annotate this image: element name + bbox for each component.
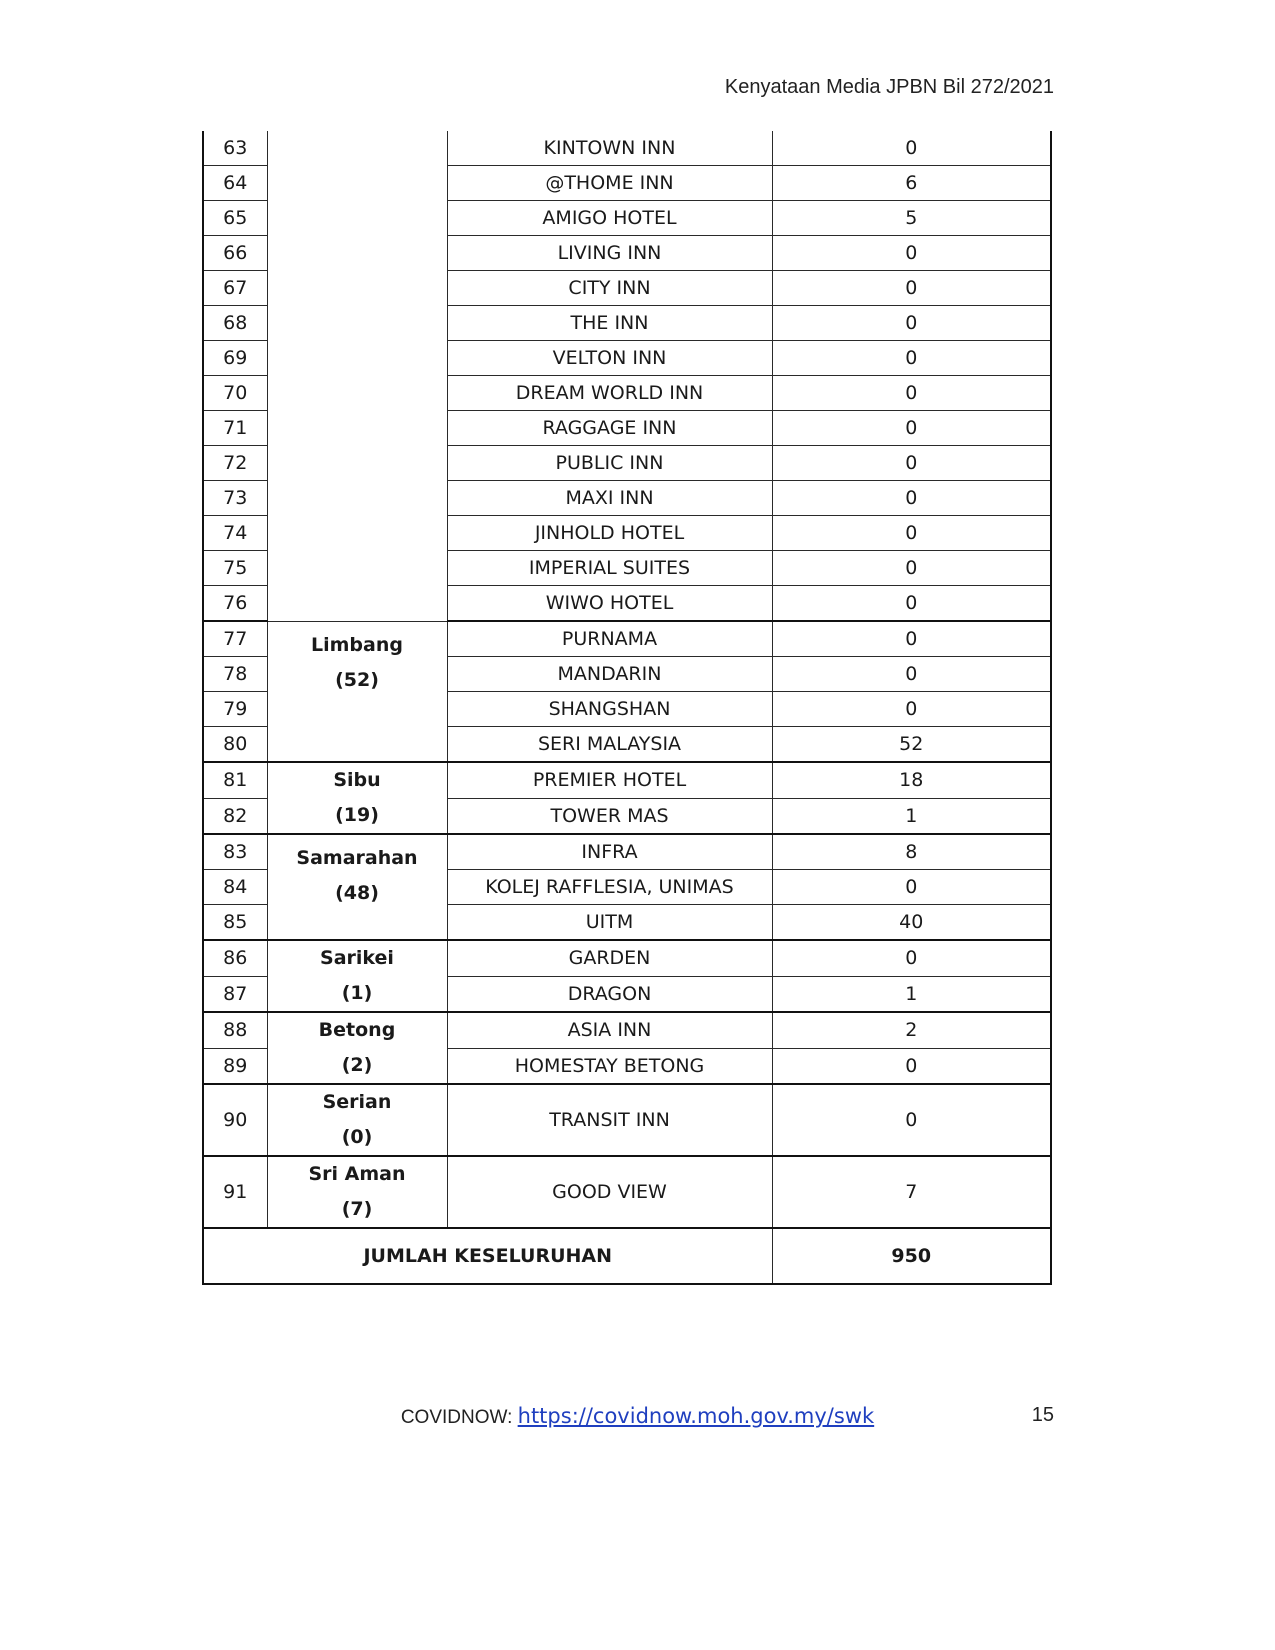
case-count: 0 xyxy=(772,271,1051,306)
row-number: 77 xyxy=(203,621,267,657)
row-number: 78 xyxy=(203,657,267,692)
case-count: 0 xyxy=(772,1048,1051,1084)
district-total: (19) xyxy=(335,804,379,826)
case-count: 2 xyxy=(772,1012,1051,1048)
hotel-name: PUBLIC INN xyxy=(447,446,772,481)
row-number: 76 xyxy=(203,586,267,622)
hotel-name: IMPERIAL SUITES xyxy=(447,551,772,586)
hotel-name: INFRA xyxy=(447,834,772,870)
row-number: 73 xyxy=(203,481,267,516)
grand-total-row xyxy=(203,1228,1051,1284)
hotel-name: MAXI INN xyxy=(447,481,772,516)
hotel-name: ASIA INN xyxy=(447,1012,772,1048)
hotel-name: LIVING INN xyxy=(447,236,772,271)
row-number: 84 xyxy=(203,870,267,905)
hotel-name: VELTON INN xyxy=(447,341,772,376)
hotel-name: JINHOLD HOTEL xyxy=(447,516,772,551)
hotel-name: UITM xyxy=(447,905,772,941)
row-number: 70 xyxy=(203,376,267,411)
district-total: (1) xyxy=(341,982,373,1004)
district-cell-serian xyxy=(267,1084,447,1156)
case-count: 0 xyxy=(772,621,1051,657)
table-row xyxy=(203,940,1051,976)
table-row xyxy=(203,131,1051,166)
case-count: 8 xyxy=(772,834,1051,870)
district-name: Sarikei xyxy=(320,947,394,969)
hotel-name: KOLEJ RAFFLESIA, UNIMAS xyxy=(447,870,772,905)
hotel-name: @THOME INN xyxy=(447,166,772,201)
hotel-name: AMIGO HOTEL xyxy=(447,201,772,236)
case-count: 5 xyxy=(772,201,1051,236)
quarantine-centres-table xyxy=(202,131,1052,1285)
row-number: 64 xyxy=(203,166,267,201)
footer-prefix: COVIDNOW: xyxy=(400,1407,518,1428)
grand-total-value: 950 xyxy=(772,1228,1051,1284)
district-cell-sarikei xyxy=(267,940,447,1012)
hotel-name: KINTOWN INN xyxy=(447,131,772,166)
hotel-name: SHANGSHAN xyxy=(447,692,772,727)
row-number: 65 xyxy=(203,201,267,236)
hotel-name: DRAGON xyxy=(447,976,772,1012)
footer xyxy=(0,1404,1275,1429)
case-count: 0 xyxy=(772,131,1051,166)
district-total: (52) xyxy=(335,668,379,691)
row-number: 80 xyxy=(203,727,267,763)
district-name: Sibu xyxy=(333,769,381,791)
district-total: (48) xyxy=(335,882,379,904)
table-row xyxy=(203,1156,1051,1228)
case-count: 0 xyxy=(772,940,1051,976)
district-cell-sri-aman xyxy=(267,1156,447,1228)
case-count: 0 xyxy=(772,341,1051,376)
district-name: Limbang xyxy=(311,633,403,656)
case-count: 0 xyxy=(772,692,1051,727)
district-cell-limbang xyxy=(267,621,447,762)
case-count: 0 xyxy=(772,657,1051,692)
case-count: 52 xyxy=(772,727,1051,763)
row-number: 68 xyxy=(203,306,267,341)
row-number: 81 xyxy=(203,762,267,798)
district-name: Betong xyxy=(318,1019,396,1041)
district-cell-samarahan xyxy=(267,834,447,940)
row-number: 71 xyxy=(203,411,267,446)
case-count: 0 xyxy=(772,411,1051,446)
district-cell-betong xyxy=(267,1012,447,1084)
table-row xyxy=(203,762,1051,798)
case-count: 0 xyxy=(772,306,1051,341)
district-name: Sri Aman xyxy=(308,1163,406,1185)
case-count: 0 xyxy=(772,586,1051,622)
district-cell-continued xyxy=(267,131,447,621)
hotel-name: TOWER MAS xyxy=(447,798,772,834)
case-count: 0 xyxy=(772,516,1051,551)
case-count: 1 xyxy=(772,798,1051,834)
district-total: (7) xyxy=(341,1198,373,1220)
case-count: 0 xyxy=(772,236,1051,271)
row-number: 87 xyxy=(203,976,267,1012)
row-number: 85 xyxy=(203,905,267,941)
hotel-name: MANDARIN xyxy=(447,657,772,692)
covidnow-link[interactable]: https://covidnow.moh.gov.my/swk xyxy=(517,1404,875,1428)
case-count: 0 xyxy=(772,870,1051,905)
document-reference: Kenyataan Media JPBN Bil 272/2021 xyxy=(724,76,1054,98)
case-count: 40 xyxy=(772,905,1051,941)
hotel-name: PREMIER HOTEL xyxy=(447,762,772,798)
hotel-name: PURNAMA xyxy=(447,621,772,657)
row-number: 74 xyxy=(203,516,267,551)
row-number: 66 xyxy=(203,236,267,271)
row-number: 69 xyxy=(203,341,267,376)
hotel-name: GARDEN xyxy=(447,940,772,976)
hotel-name: THE INN xyxy=(447,306,772,341)
grand-total-label: JUMLAH KESELURUHAN xyxy=(203,1228,772,1284)
page-number: 15 xyxy=(1031,1404,1054,1426)
hotel-name: HOMESTAY BETONG xyxy=(447,1048,772,1084)
hotel-name: TRANSIT INN xyxy=(447,1084,772,1156)
hotel-name: GOOD VIEW xyxy=(447,1156,772,1228)
hotel-name: WIWO HOTEL xyxy=(447,586,772,622)
district-total: (2) xyxy=(341,1054,373,1076)
row-number: 88 xyxy=(203,1012,267,1048)
case-count: 6 xyxy=(772,166,1051,201)
row-number: 91 xyxy=(203,1156,267,1228)
hotel-name: CITY INN xyxy=(447,271,772,306)
hotel-name: RAGGAGE INN xyxy=(447,411,772,446)
row-number: 72 xyxy=(203,446,267,481)
case-count: 0 xyxy=(772,376,1051,411)
case-count: 0 xyxy=(772,481,1051,516)
table-row xyxy=(203,1012,1051,1048)
case-count: 7 xyxy=(772,1156,1051,1228)
row-number: 63 xyxy=(203,131,267,166)
row-number: 86 xyxy=(203,940,267,976)
table-row xyxy=(203,834,1051,870)
row-number: 75 xyxy=(203,551,267,586)
district-cell-sibu xyxy=(267,762,447,834)
hotel-name: SERI MALAYSIA xyxy=(447,727,772,763)
case-count: 0 xyxy=(772,551,1051,586)
row-number: 89 xyxy=(203,1048,267,1084)
row-number: 79 xyxy=(203,692,267,727)
case-count: 18 xyxy=(772,762,1051,798)
district-name: Samarahan xyxy=(296,847,418,869)
hotel-name: DREAM WORLD INN xyxy=(447,376,772,411)
district-total: (0) xyxy=(341,1126,373,1148)
district-name: Serian xyxy=(322,1091,392,1113)
row-number: 82 xyxy=(203,798,267,834)
table-row xyxy=(203,621,1051,657)
row-number: 83 xyxy=(203,834,267,870)
row-number: 90 xyxy=(203,1084,267,1156)
table-row xyxy=(203,1084,1051,1156)
row-number: 67 xyxy=(203,271,267,306)
case-count: 1 xyxy=(772,976,1051,1012)
case-count: 0 xyxy=(772,1084,1051,1156)
case-count: 0 xyxy=(772,446,1051,481)
